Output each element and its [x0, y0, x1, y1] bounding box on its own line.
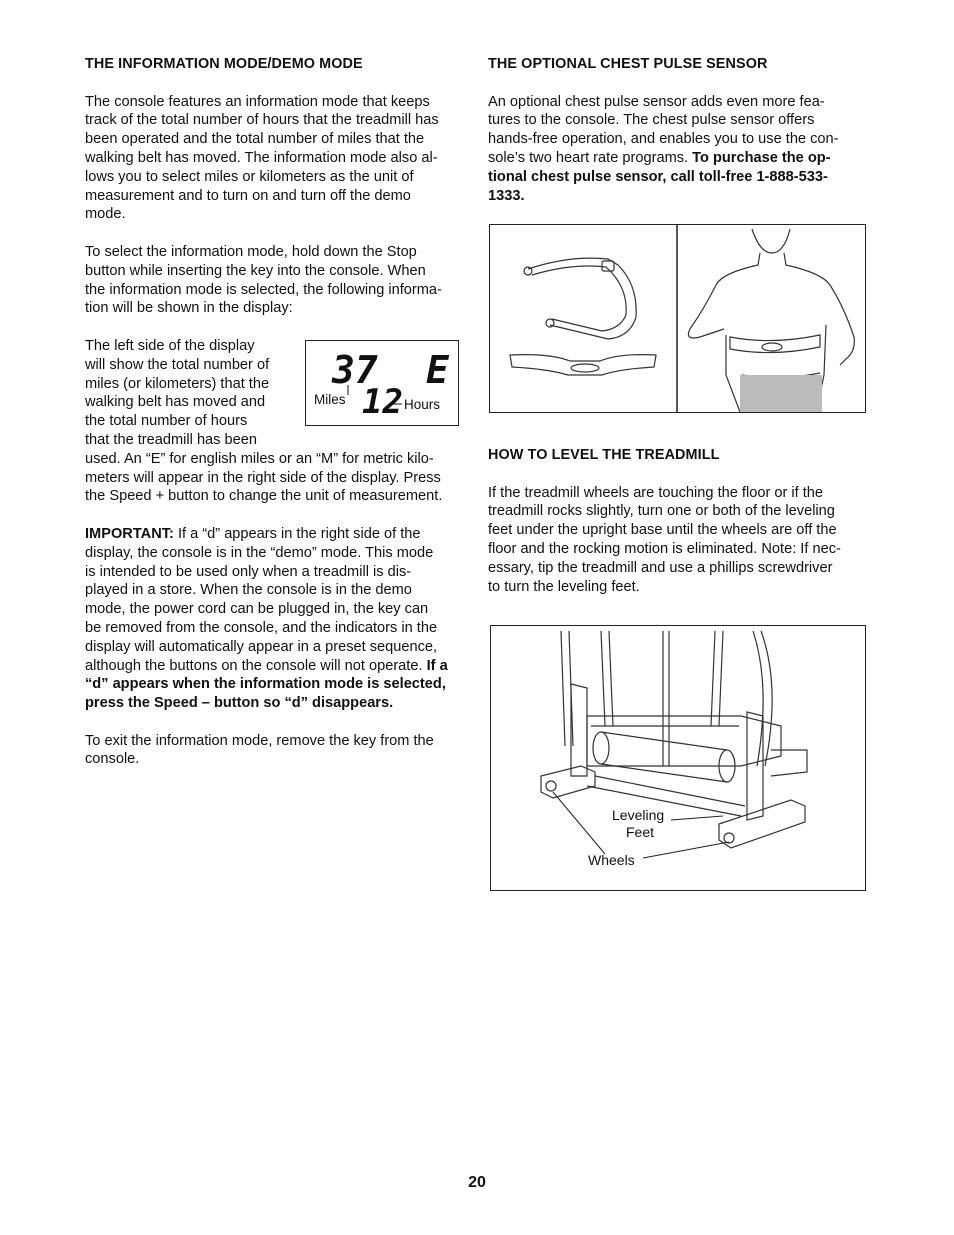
chest-sensor-svg: [490, 225, 865, 412]
miles-label: Miles: [314, 392, 346, 407]
display-paragraph-wrapped: The left side of the display will show the total number of miles (or kilometers) that the walking belt has moved and the total number of hours that the treadmill has been: [85, 337, 270, 448]
console-display-figure: [305, 340, 459, 426]
wheels-callout-left: [553, 792, 605, 854]
right-column: [488, 55, 868, 205]
chest-sensor-figure: [489, 224, 866, 413]
chest-strap-illustration: [510, 258, 656, 375]
display-paragraph-full: used. An “E” for english miles or an “M” for metric kilo- meters will appear in the right side of the display. Press the Speed + button to change the unit of measurement.: [85, 450, 443, 505]
chest-pulse-paragraph: An optional chest pulse sensor adds even more fea- tures to the console. The chest pulse sensor offers hands-free operation, and enables you to use the con- sole’s two heart rate programs. To purchase the op- tional chest pulse sensor, call toll-free 1-888-533- 1333.: [488, 93, 839, 204]
level-heading: HOW TO LEVEL THE TREADMILL: [488, 447, 720, 463]
label-feet: Feet: [626, 824, 655, 840]
info-mode-heading: THE INFORMATION MODE/DEMO MODE: [85, 56, 363, 72]
page-number: 20: [468, 1174, 486, 1191]
level-paragraph: If the treadmill wheels are touching the floor or if the treadmill rocks slightly, turn one or both of the leveling feet under the upright base until the wheels are off the floor and the rocking motion is eliminated. Note: If nec- essary, tip the treadmill and use a phillips screwdriver to turn the leveling feet.: [488, 484, 841, 595]
info-mode-paragraph-1: The console features an information mode that keeps track of the total number of hours that the treadmill has been operated and the total number of miles that the walking belt has moved. The information mode also al- lows you to select miles or kilometers as the unit of measurement and to turn on and turn off the demo mode.: [85, 93, 439, 223]
chest-pulse-heading: THE OPTIONAL CHEST PULSE SENSOR: [488, 56, 768, 72]
level-section: [488, 446, 868, 596]
important-paragraph: IMPORTANT: If a “d” appears in the right side of the display, the console is in the “demo” mode. This mode is intended to be used only when a treadmill is dis- played in a store. When the console is in the demo mode, the power cord can be plugged in, the key can be removed from the console, and the indicators in the display will automatically appear in a preset sequence, although the buttons on the console will not operate. If a “d” appears when the information mode is selected, press the Speed – button so “d” disappears.: [85, 525, 448, 712]
treadmill-svg: [491, 626, 865, 890]
lcd-hours-value: 12: [362, 382, 403, 422]
info-mode-paragraph-2: To select the information mode, hold down the Stop button while inserting the key into the console. When the information mode is selected, the following informa- tion will be shown in the display:: [85, 243, 442, 317]
lcd-unit-letter: E: [426, 348, 449, 392]
exit-paragraph: To exit the information mode, remove the key from the console.: [85, 732, 434, 768]
shorts-shading: [740, 375, 822, 412]
label-leveling: Leveling: [612, 807, 665, 823]
wheels-callout-right: [643, 842, 729, 858]
label-wheels: Wheels: [588, 852, 635, 868]
lcd-miles-value: 37: [332, 348, 378, 392]
leveling-callout: [671, 816, 723, 820]
treadmill-illustration: [541, 631, 807, 848]
lcd-display-svg: [306, 341, 458, 425]
treadmill-level-figure: [490, 625, 866, 891]
hours-label: Hours: [404, 397, 441, 412]
